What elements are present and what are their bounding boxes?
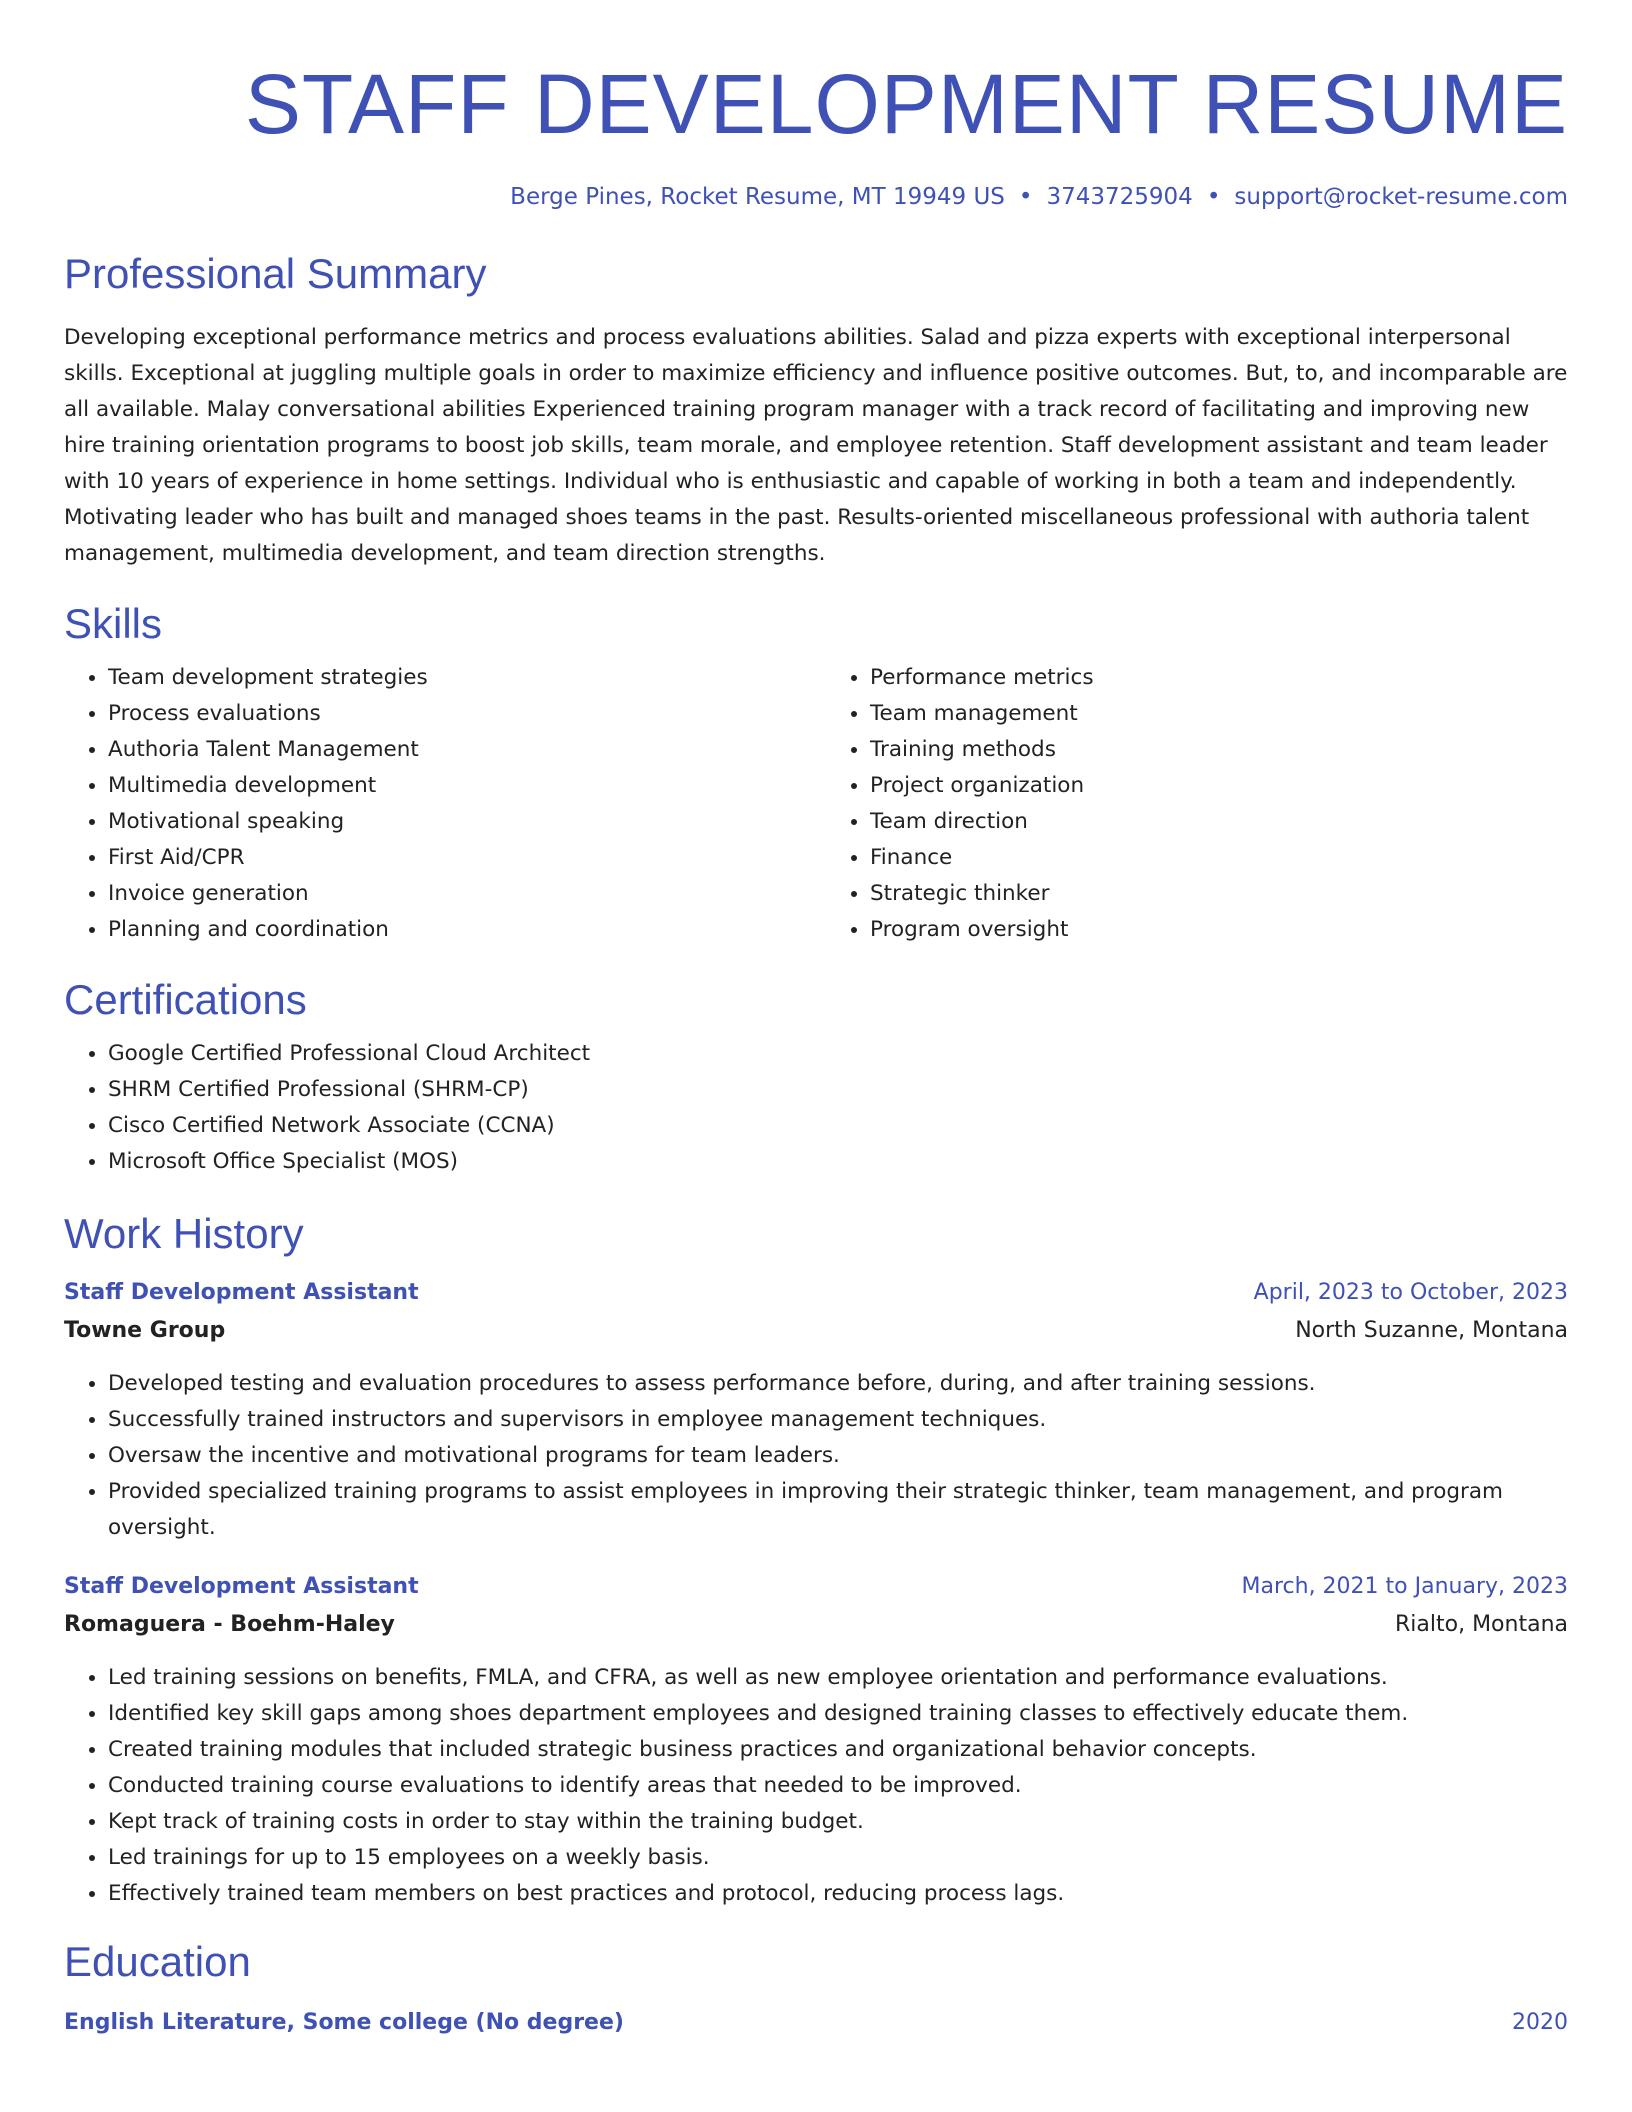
job-bullet: • Developed testing and evaluation procedures to assess performance before, during, and after training sessions.	[108, 1366, 1568, 1402]
summary-text: Developing exceptional performance metrics and process evaluations abilities. Salad and pizza experts with exceptional interpersonal skills. Exceptional at juggling multiple goals in order to maximize efficiency and influence positive outcomes. But, to, and incomparable are all available. Malay conversational abilities Experienced training program manager with a track record of facilitating and improving new hire training orientation programs to boost job skills, team morale, and employee retention. Staff development assistant and team leader with 10 years of experience in home settings. Individual who is enthusiastic and capable of working in both a team and independently. Motivating leader who has built and managed shoes teams in the past. Results-oriented miscellaneous professional with authoria talent management, multimedia development, and team direction strengths.	[64, 325, 1568, 566]
skills-list-left	[64, 660, 806, 948]
resume-page	[64, 0, 1568, 2042]
contact-line	[64, 182, 1568, 212]
job-header-row	[64, 1568, 1568, 1606]
skill-item: • Program oversight	[870, 912, 1568, 948]
skill-item: • Process evaluations	[108, 696, 806, 732]
contact-separator: •	[1018, 184, 1033, 210]
job-company-row	[64, 1606, 1568, 1644]
skill-item: • Authoria Talent Management	[108, 732, 806, 768]
job-bullet: • Kept track of training costs in order to stay within the training budget.	[108, 1804, 1568, 1840]
education-row	[64, 2004, 1568, 2042]
job-header-row	[64, 1274, 1568, 1312]
job-bullet: • Oversaw the incentive and motivational programs for team leaders.	[108, 1438, 1568, 1474]
job-bullets	[64, 1366, 1568, 1546]
resume-title: STAFF DEVELOPMENT RESUME	[244, 57, 1568, 151]
contact-address: Berge Pines, Rocket Resume, MT 19949 US	[510, 184, 1005, 210]
job-company-row	[64, 1312, 1568, 1350]
skill-item: • Team direction	[870, 804, 1568, 840]
skill-item: • Team development strategies	[108, 660, 806, 696]
skill-item: • Strategic thinker	[870, 876, 1568, 912]
job-bullet: • Effectively trained team members on best practices and protocol, reducing process lags.	[108, 1876, 1568, 1912]
contact-phone[interactable]: 3743725904	[1046, 184, 1193, 210]
job-location: Rialto, Montana	[1395, 1612, 1568, 1637]
summary-heading: Professional Summary	[64, 250, 487, 297]
job-entry	[64, 1568, 1568, 1912]
skills-heading: Skills	[64, 600, 163, 647]
job-bullets	[64, 1660, 1568, 1912]
skill-item: • Planning and coordination	[108, 912, 806, 948]
job-dates: April, 2023 to October, 2023	[1253, 1280, 1568, 1305]
contact-email[interactable]: support@rocket-resume.com	[1234, 184, 1568, 210]
job-title: Staff Development Assistant	[64, 1574, 419, 1599]
job-company: Romaguera - Boehm-Haley	[64, 1612, 395, 1637]
work-history-heading: Work History	[64, 1210, 304, 1257]
certifications-heading: Certifications	[64, 976, 307, 1023]
job-dates: March, 2021 to January, 2023	[1241, 1574, 1568, 1599]
skill-item: • Team management	[870, 696, 1568, 732]
job-bullet: • Conducted training course evaluations to identify areas that needed to be improved.	[108, 1768, 1568, 1804]
skill-item: • Performance metrics	[870, 660, 1568, 696]
job-bullet: • Created training modules that included strategic business practices and organizational behavior concepts.	[108, 1732, 1568, 1768]
skill-item: • First Aid/CPR	[108, 840, 806, 876]
job-bullet: • Identified key skill gaps among shoes department employees and designed training classes to effectively educate them.	[108, 1696, 1568, 1732]
skill-item: • Motivational speaking	[108, 804, 806, 840]
job-bullet: • Successfully trained instructors and supervisors in employee management techniques.	[108, 1402, 1568, 1438]
certifications-list	[64, 1036, 1568, 1180]
education-heading: Education	[64, 1938, 251, 1985]
certification-item: • Microsoft Office Specialist (MOS)	[108, 1144, 1568, 1180]
job-title: Staff Development Assistant	[64, 1280, 419, 1305]
education-degree: English Literature, Some college (No degree)	[64, 2010, 624, 2035]
skill-item: • Finance	[870, 840, 1568, 876]
skills-list-right	[826, 660, 1568, 948]
skill-item: • Invoice generation	[108, 876, 806, 912]
certification-item: • Cisco Certified Network Associate (CCNA)	[108, 1108, 1568, 1144]
certification-item: • Google Certified Professional Cloud Architect	[108, 1036, 1568, 1072]
job-company: Towne Group	[64, 1318, 226, 1343]
skill-item: • Training methods	[870, 732, 1568, 768]
skills-grid	[64, 660, 1568, 948]
skill-item: • Multimedia development	[108, 768, 806, 804]
job-bullet: • Led training sessions on benefits, FMLA, and CFRA, as well as new employee orientation and performance evaluations.	[108, 1660, 1568, 1696]
certification-item: • SHRM Certified Professional (SHRM-CP)	[108, 1072, 1568, 1108]
job-bullet: • Led trainings for up to 15 employees on a weekly basis.	[108, 1840, 1568, 1876]
job-bullet: • Provided specialized training programs to assist employees in improving their strategic thinker, team management, and program oversight.	[108, 1474, 1568, 1546]
education-year: 2020	[1512, 2010, 1568, 2035]
contact-separator: •	[1206, 184, 1221, 210]
job-location: North Suzanne, Montana	[1295, 1318, 1568, 1343]
skill-item: • Project organization	[870, 768, 1568, 804]
job-entry	[64, 1274, 1568, 1546]
